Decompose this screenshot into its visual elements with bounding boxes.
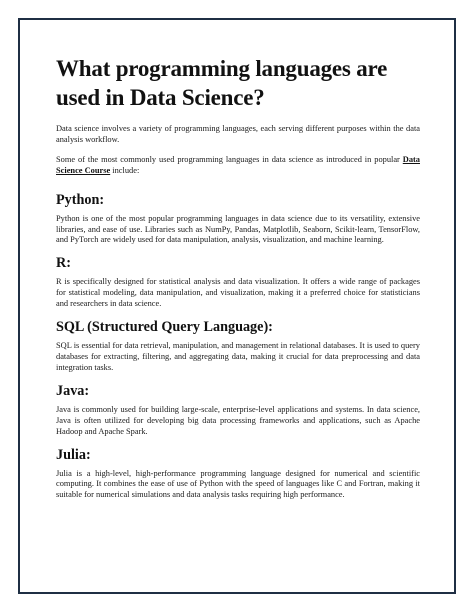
section-body: R is specifically designed for statistical analysis and data visualization. It offers a wide range of packages for statistical modeling, data manipulation, and visualization, making it a preferred choice for statisticians and researchers in data science.	[56, 277, 420, 309]
intro-paragraph: Data science involves a variety of programming languages, each serving different purposes within the data analysis workflow.	[56, 124, 420, 144]
section-body: Julia is a high-level, high-performance programming language designed for numerical and scientific computing. It combines the ease of use of Python with the speed of languages like C and Fortran, making it suitable for numerical simulations and data analysis tasks requiring high performance.	[56, 468, 420, 500]
section-heading: SQL (Structured Query Language):	[56, 319, 273, 336]
section-python	[56, 191, 420, 247]
section-java	[56, 382, 420, 438]
section-body: Python is one of the most popular programming languages in data science due to its versatility, extensive libraries, and ease of use. Libraries such as NumPy, Pandas, Matplotlib, Seaborn, Scikit-learn, TensorFlow, and PyTorch are widely used for data manipulation, analysis, visualization, and machine learning.	[56, 213, 420, 245]
section-body: Java is commonly used for building large-scale, enterprise-level applications and systems. In data science, Java is often utilized for developing big data processing frameworks and applications, such as Apache Hadoop and Apache Spark.	[56, 404, 420, 436]
section-sql	[56, 318, 420, 374]
section-body: SQL is essential for data retrieval, manipulation, and management in relational databases. It is used to query databases for extracting, filtering, and aggregating data, making it crucial for data preprocessing and data integration tasks.	[56, 341, 420, 372]
section-heading: Java:	[56, 382, 90, 399]
section-heading: Python:	[56, 191, 105, 208]
section-julia	[56, 446, 420, 502]
section-heading: Julia:	[56, 446, 91, 463]
document-content	[56, 54, 420, 509]
section-heading: R:	[56, 255, 71, 272]
intro2-text-after: include:	[110, 165, 140, 175]
document-title: What programming languages are used in Data Science?	[56, 56, 388, 110]
section-r	[56, 254, 420, 310]
data-science-course-link[interactable]: Data Science Course	[56, 154, 420, 175]
intro2-text-before: Some of the most commonly used programming languages in data science as introduced in popular	[56, 154, 403, 164]
intro-paragraph-2	[56, 155, 420, 177]
